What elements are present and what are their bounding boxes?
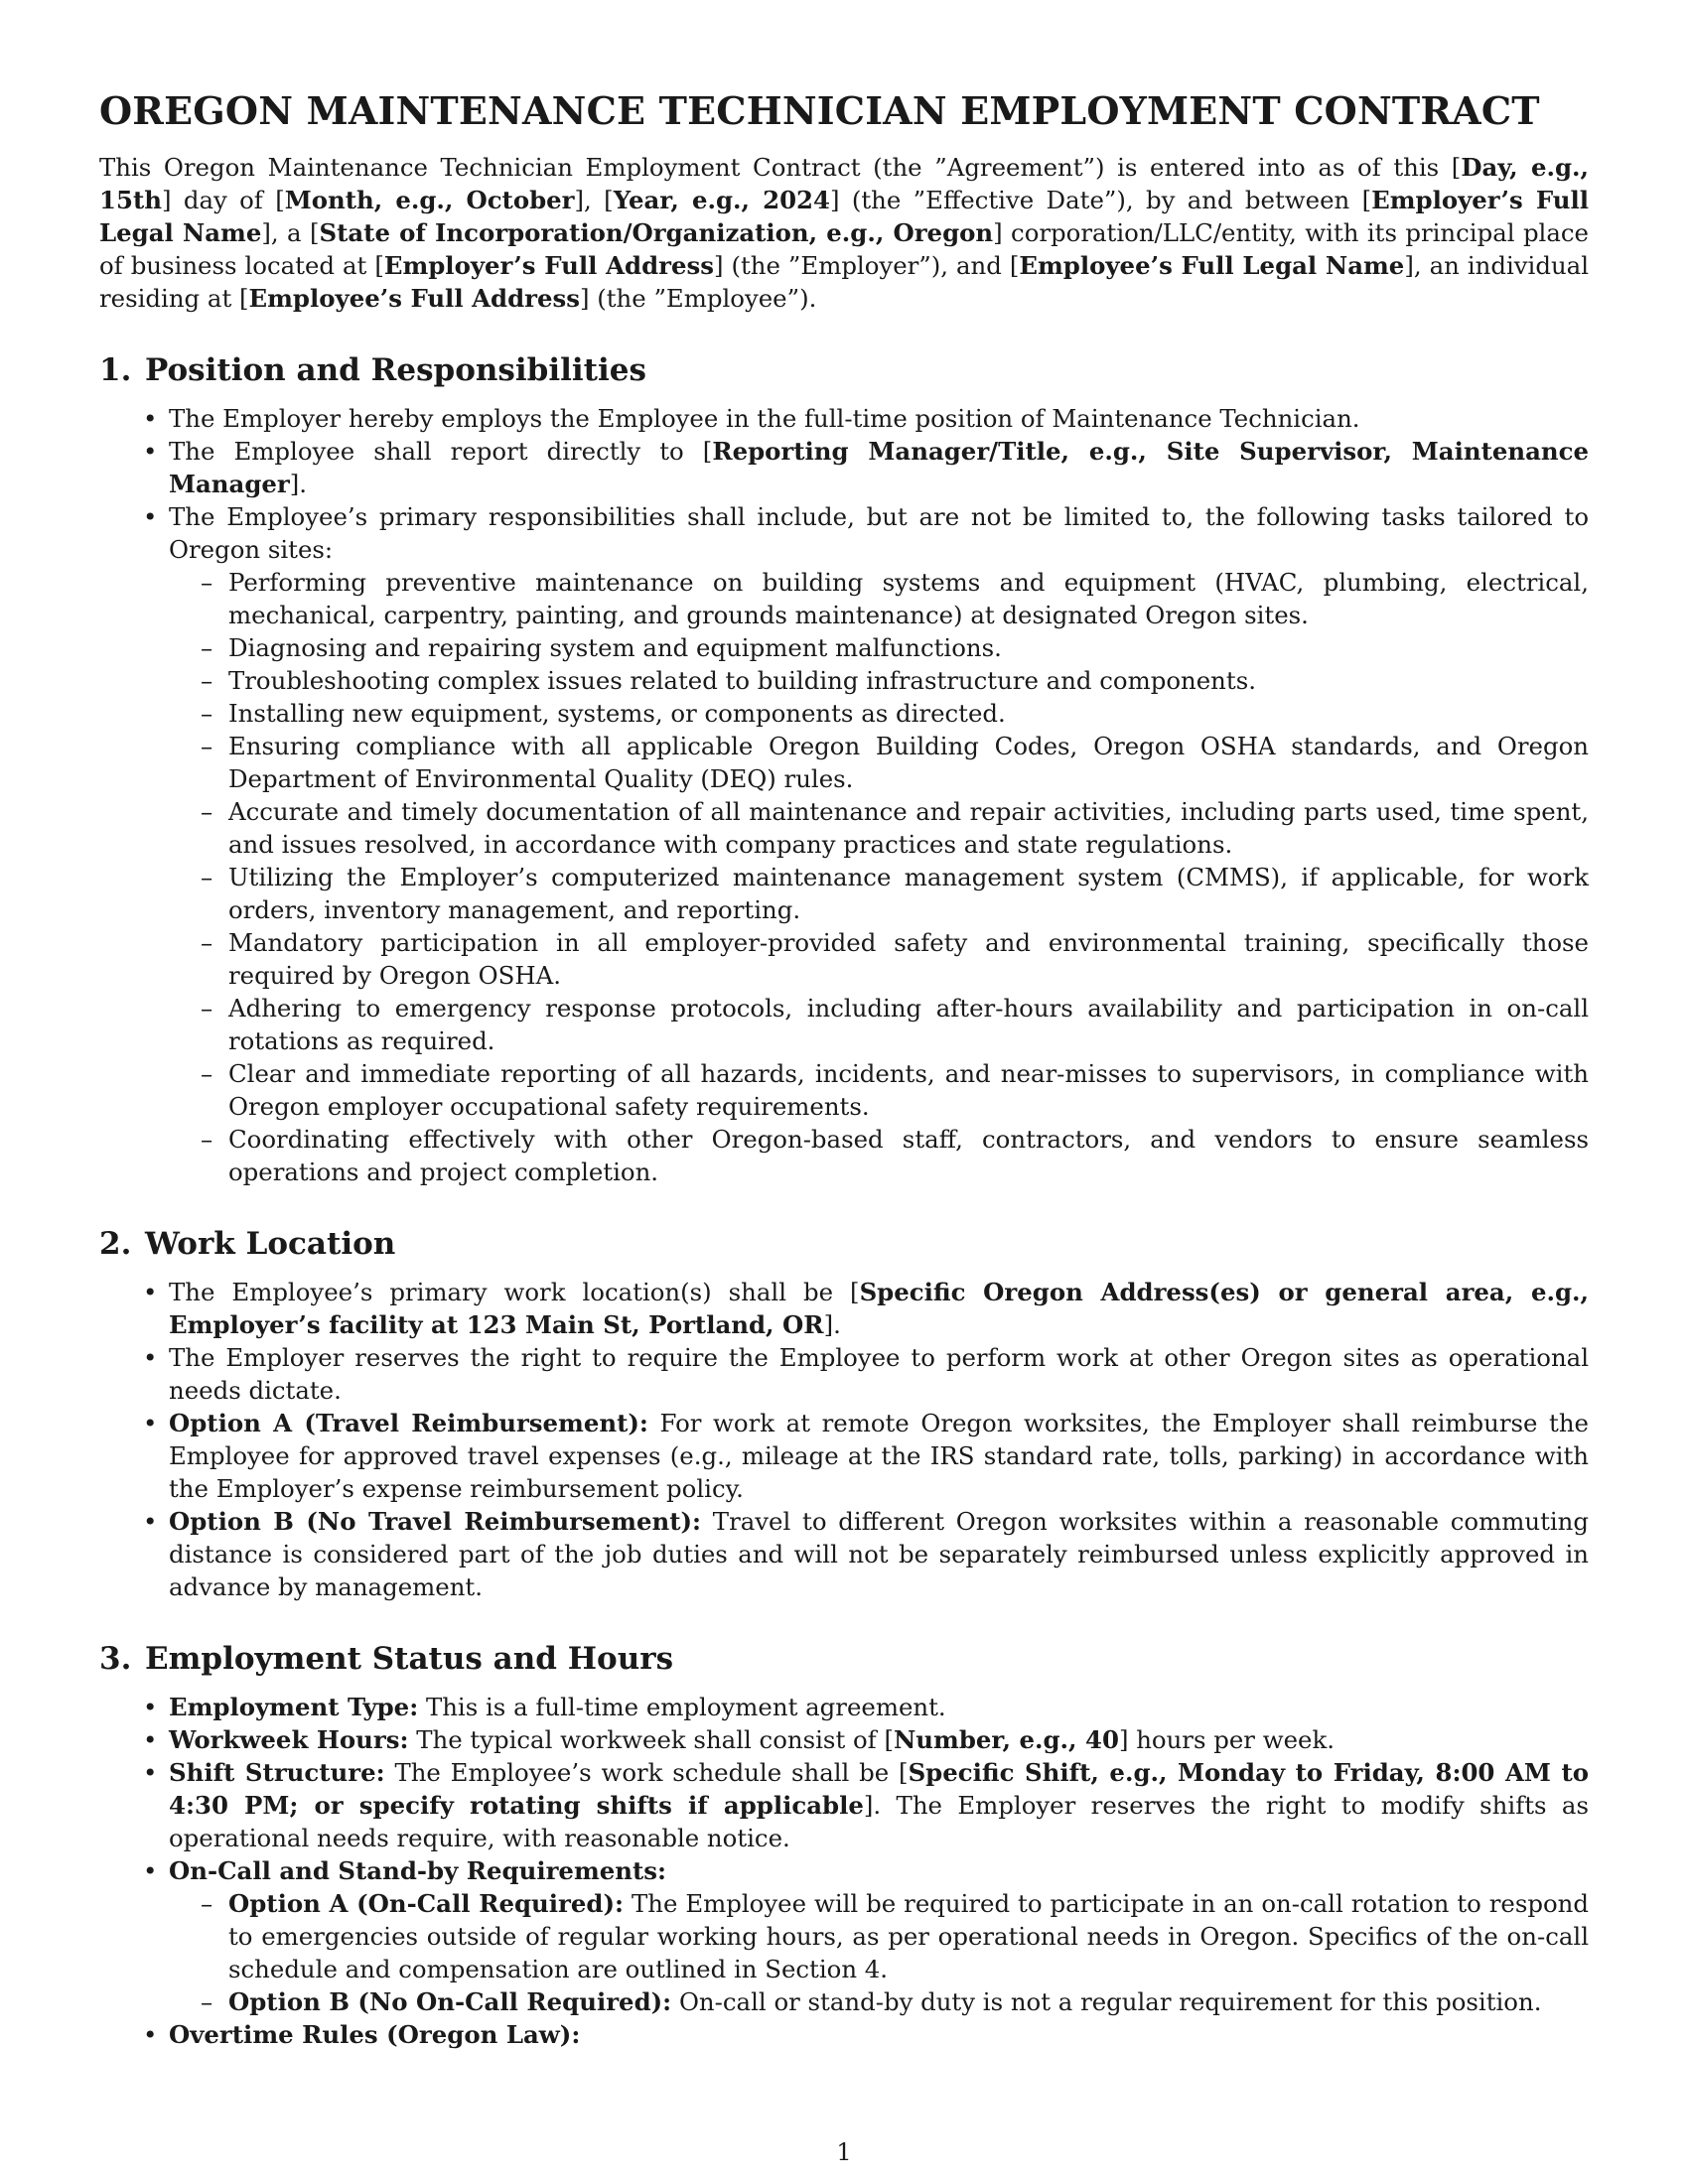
bracket: [ <box>374 251 384 280</box>
document-page <box>99 87 1589 2051</box>
placeholder-text: Specific Shift, e.g., Monday to Friday, 8:00 AM to 4:30 PM; or specify rotating shifts if applicable <box>169 1758 1589 1820</box>
text-run: (the ”Employee”). <box>589 284 817 313</box>
status-hours-list <box>99 1691 1589 2051</box>
text-run: The Employee shall report directly to [ <box>169 437 713 466</box>
text-run: The Employee will be required to participate in an on-call rotation to respond to emergencies outside of regular working hours, as per operational needs in Oregon. Specifics of the on-call schedule and compensation are outlined in Section 4. <box>228 1889 1589 1983</box>
section-number: 3. <box>99 1641 132 1677</box>
section-title: Position and Responsibilities <box>145 352 646 388</box>
sublist-item: – Clear and immediate reporting of all hazards, incidents, and near-misses to supervisors, in compliance with Oregon employer occupational safety requirements. <box>169 1057 1589 1123</box>
option-label: Option A (Travel Reimbursement): <box>169 1409 648 1437</box>
bracket: [ <box>1009 251 1020 280</box>
text-run: , an individual residing at <box>99 251 1590 313</box>
bracket: [ <box>1451 153 1462 182</box>
intro-paragraph <box>99 151 1589 315</box>
option-label: Option B (No On-Call Required): <box>228 1987 672 2016</box>
item-label: Workweek Hours: <box>169 1725 409 1754</box>
list-item <box>99 2018 1589 2051</box>
item-label: Overtime Rules (Oregon Law): <box>169 2020 581 2049</box>
placeholder-text: Year, e.g., 2024 <box>613 186 830 214</box>
item-label: On-Call and Stand-by Requirements: <box>169 1856 667 1885</box>
page-number: 1 <box>836 2138 852 2166</box>
list-item <box>99 1276 1589 1341</box>
bracket: [ <box>309 218 320 247</box>
sublist-item: – Ensuring compliance with all applicable Oregon Building Codes, Oregon OSHA standards, and Oregon Department of Environmental Quality (DEQ) rules. <box>169 730 1589 795</box>
list-item <box>99 435 1589 500</box>
text-run: ]. <box>823 1310 841 1339</box>
text-run: This is a full-time employment agreement. <box>418 1693 946 1721</box>
sublist-item: – Accurate and timely documentation of all maintenance and repair activities, including parts used, time spent, and issues resolved, in accordance with company practices and state regulations. <box>169 795 1589 861</box>
oncall-sublist <box>169 1887 1589 2018</box>
section-heading-position <box>99 350 1589 390</box>
bracket: ] <box>574 186 585 214</box>
option-label: Option A (On-Call Required): <box>228 1889 625 1918</box>
sublist-item: – Diagnosing and repairing system and equipment malfunctions. <box>169 631 1589 664</box>
text-run: (the ”Employer”), and <box>723 251 1010 280</box>
list-item <box>99 1723 1589 1756</box>
sublist-item: – Utilizing the Employer’s computerized maintenance management system (CMMS), if applicable, for work orders, inventory management, and reporting. <box>169 861 1589 926</box>
placeholder-text: Reporting Manager/Title, e.g., Site Supervisor, Maintenance Manager <box>169 437 1589 498</box>
text-run: The Employee’s primary responsibilities shall include, but are not be limited to, the following tasks tailored to Oregon sites: <box>169 502 1589 564</box>
bracket: [ <box>1361 186 1372 214</box>
sublist-item <box>169 1887 1589 1985</box>
text-run: For work at remote Oregon worksites, the Employer shall reimburse the Employee for approved travel expenses (e.g., mileage at the IRS standard rate, tolls, parking) in accordance with the Employer’s expense reimbursement policy. <box>169 1409 1589 1503</box>
list-item: • The Employer hereby employs the Employee in the full-time position of Maintenance Technician. <box>99 402 1589 435</box>
bracket: ] <box>713 251 724 280</box>
location-list <box>99 1276 1589 1603</box>
list-item <box>99 1691 1589 1723</box>
text-run: day of <box>171 186 276 214</box>
bracket: ] <box>993 218 1003 247</box>
placeholder-text: Month, e.g., October <box>284 186 575 214</box>
item-label: Shift Structure: <box>169 1758 385 1787</box>
text-run: , a <box>270 218 310 247</box>
placeholder-text: Employee’s Full Legal Name <box>1019 251 1405 280</box>
text-run: On-call or stand-by duty is not a regular requirement for this position. <box>671 1987 1542 2016</box>
sublist-item: – Adhering to emergency response protocols, including after-hours availability and participation in on-call rotations as required. <box>169 992 1589 1057</box>
sublist-item <box>169 1985 1589 2018</box>
bracket: ] <box>261 218 271 247</box>
placeholder-text: Specific Oregon Address(es) or general area, e.g., Employer’s facility at 123 Main St, Portland, OR <box>169 1278 1589 1339</box>
text-run: This Oregon Maintenance Technician Employment Contract (the ”Agreement”) is entered into as of this <box>99 153 1452 182</box>
text-run: ]. The Employer reserves the right to modify shifts as operational needs require, with reasonable notice. <box>169 1791 1589 1852</box>
bracket: ] <box>829 186 840 214</box>
placeholder-text: Employer’s Full Address <box>383 251 714 280</box>
list-item <box>99 1756 1589 1854</box>
placeholder-text: Employee’s Full Address <box>248 284 580 313</box>
text-run: ]. <box>289 470 308 498</box>
bracket: [ <box>275 186 285 214</box>
text-run: (the ”Effective Date”), by and between <box>839 186 1362 214</box>
section-number: 1. <box>99 352 132 388</box>
sublist-item: – Troubleshooting complex issues related to building infrastructure and components. <box>169 664 1589 697</box>
list-item <box>99 1854 1589 2018</box>
text-run: Travel to different Oregon worksites within a reasonable commuting distance is considered part of the job duties and will not be separately reimbursed unless explicitly approved in advance by management. <box>169 1507 1590 1601</box>
text-run: The Employee’s primary work location(s) shall be [ <box>169 1278 860 1306</box>
option-label: Option B (No Travel Reimbursement): <box>169 1507 702 1536</box>
bracket: [ <box>604 186 614 214</box>
text-run: The Employee’s work schedule shall be [ <box>384 1758 909 1787</box>
placeholder-text: State of Incorporation/Organization, e.g., Oregon <box>319 218 994 247</box>
list-item <box>99 500 1589 1188</box>
bracket: [ <box>239 284 249 313</box>
placeholder-text: Number, e.g., 40 <box>893 1725 1119 1754</box>
text-run: corporation/LLC/entity, with its principal place of business located at <box>99 218 1589 280</box>
section-heading-status-hours <box>99 1639 1589 1679</box>
document-title: OREGON MAINTENANCE TECHNICIAN EMPLOYMENT CONTRACT <box>99 88 1540 133</box>
bracket: ] <box>1404 251 1414 280</box>
text-run: The typical workweek shall consist of [ <box>408 1725 894 1754</box>
position-list <box>99 402 1589 1188</box>
sublist-item: – Mandatory participation in all employer-provided safety and environmental training, specifically those required by Oregon OSHA. <box>169 926 1589 992</box>
sublist-item: – Coordinating effectively with other Oregon-based staff, contractors, and vendors to ensure seamless operations and project completion. <box>169 1123 1589 1188</box>
list-item: • The Employer reserves the right to require the Employee to perform work at other Oregon sites as operational needs dictate. <box>99 1341 1589 1407</box>
section-heading-location <box>99 1224 1589 1264</box>
sublist-item: – Performing preventive maintenance on building systems and equipment (HVAC, plumbing, electrical, mechanical, carpentry, painting, and grounds maintenance) at designated Oregon sites. <box>169 566 1589 631</box>
section-title: Work Location <box>145 1226 396 1262</box>
list-item <box>99 1407 1589 1505</box>
responsibilities-sublist <box>169 566 1589 1188</box>
bracket: ] <box>161 186 172 214</box>
list-item <box>99 1505 1589 1603</box>
sublist-item: – Installing new equipment, systems, or components as directed. <box>169 697 1589 730</box>
section-title: Employment Status and Hours <box>145 1641 674 1677</box>
placeholder-text: Day, e.g., 15th <box>99 153 1589 214</box>
bracket: ] <box>579 284 590 313</box>
item-label: Employment Type: <box>169 1693 419 1721</box>
section-number: 2. <box>99 1226 132 1262</box>
text-run: ] hours per week. <box>1118 1725 1335 1754</box>
placeholder-text: Employer’s Full Legal Name <box>99 186 1590 247</box>
text-run: , <box>584 186 605 214</box>
